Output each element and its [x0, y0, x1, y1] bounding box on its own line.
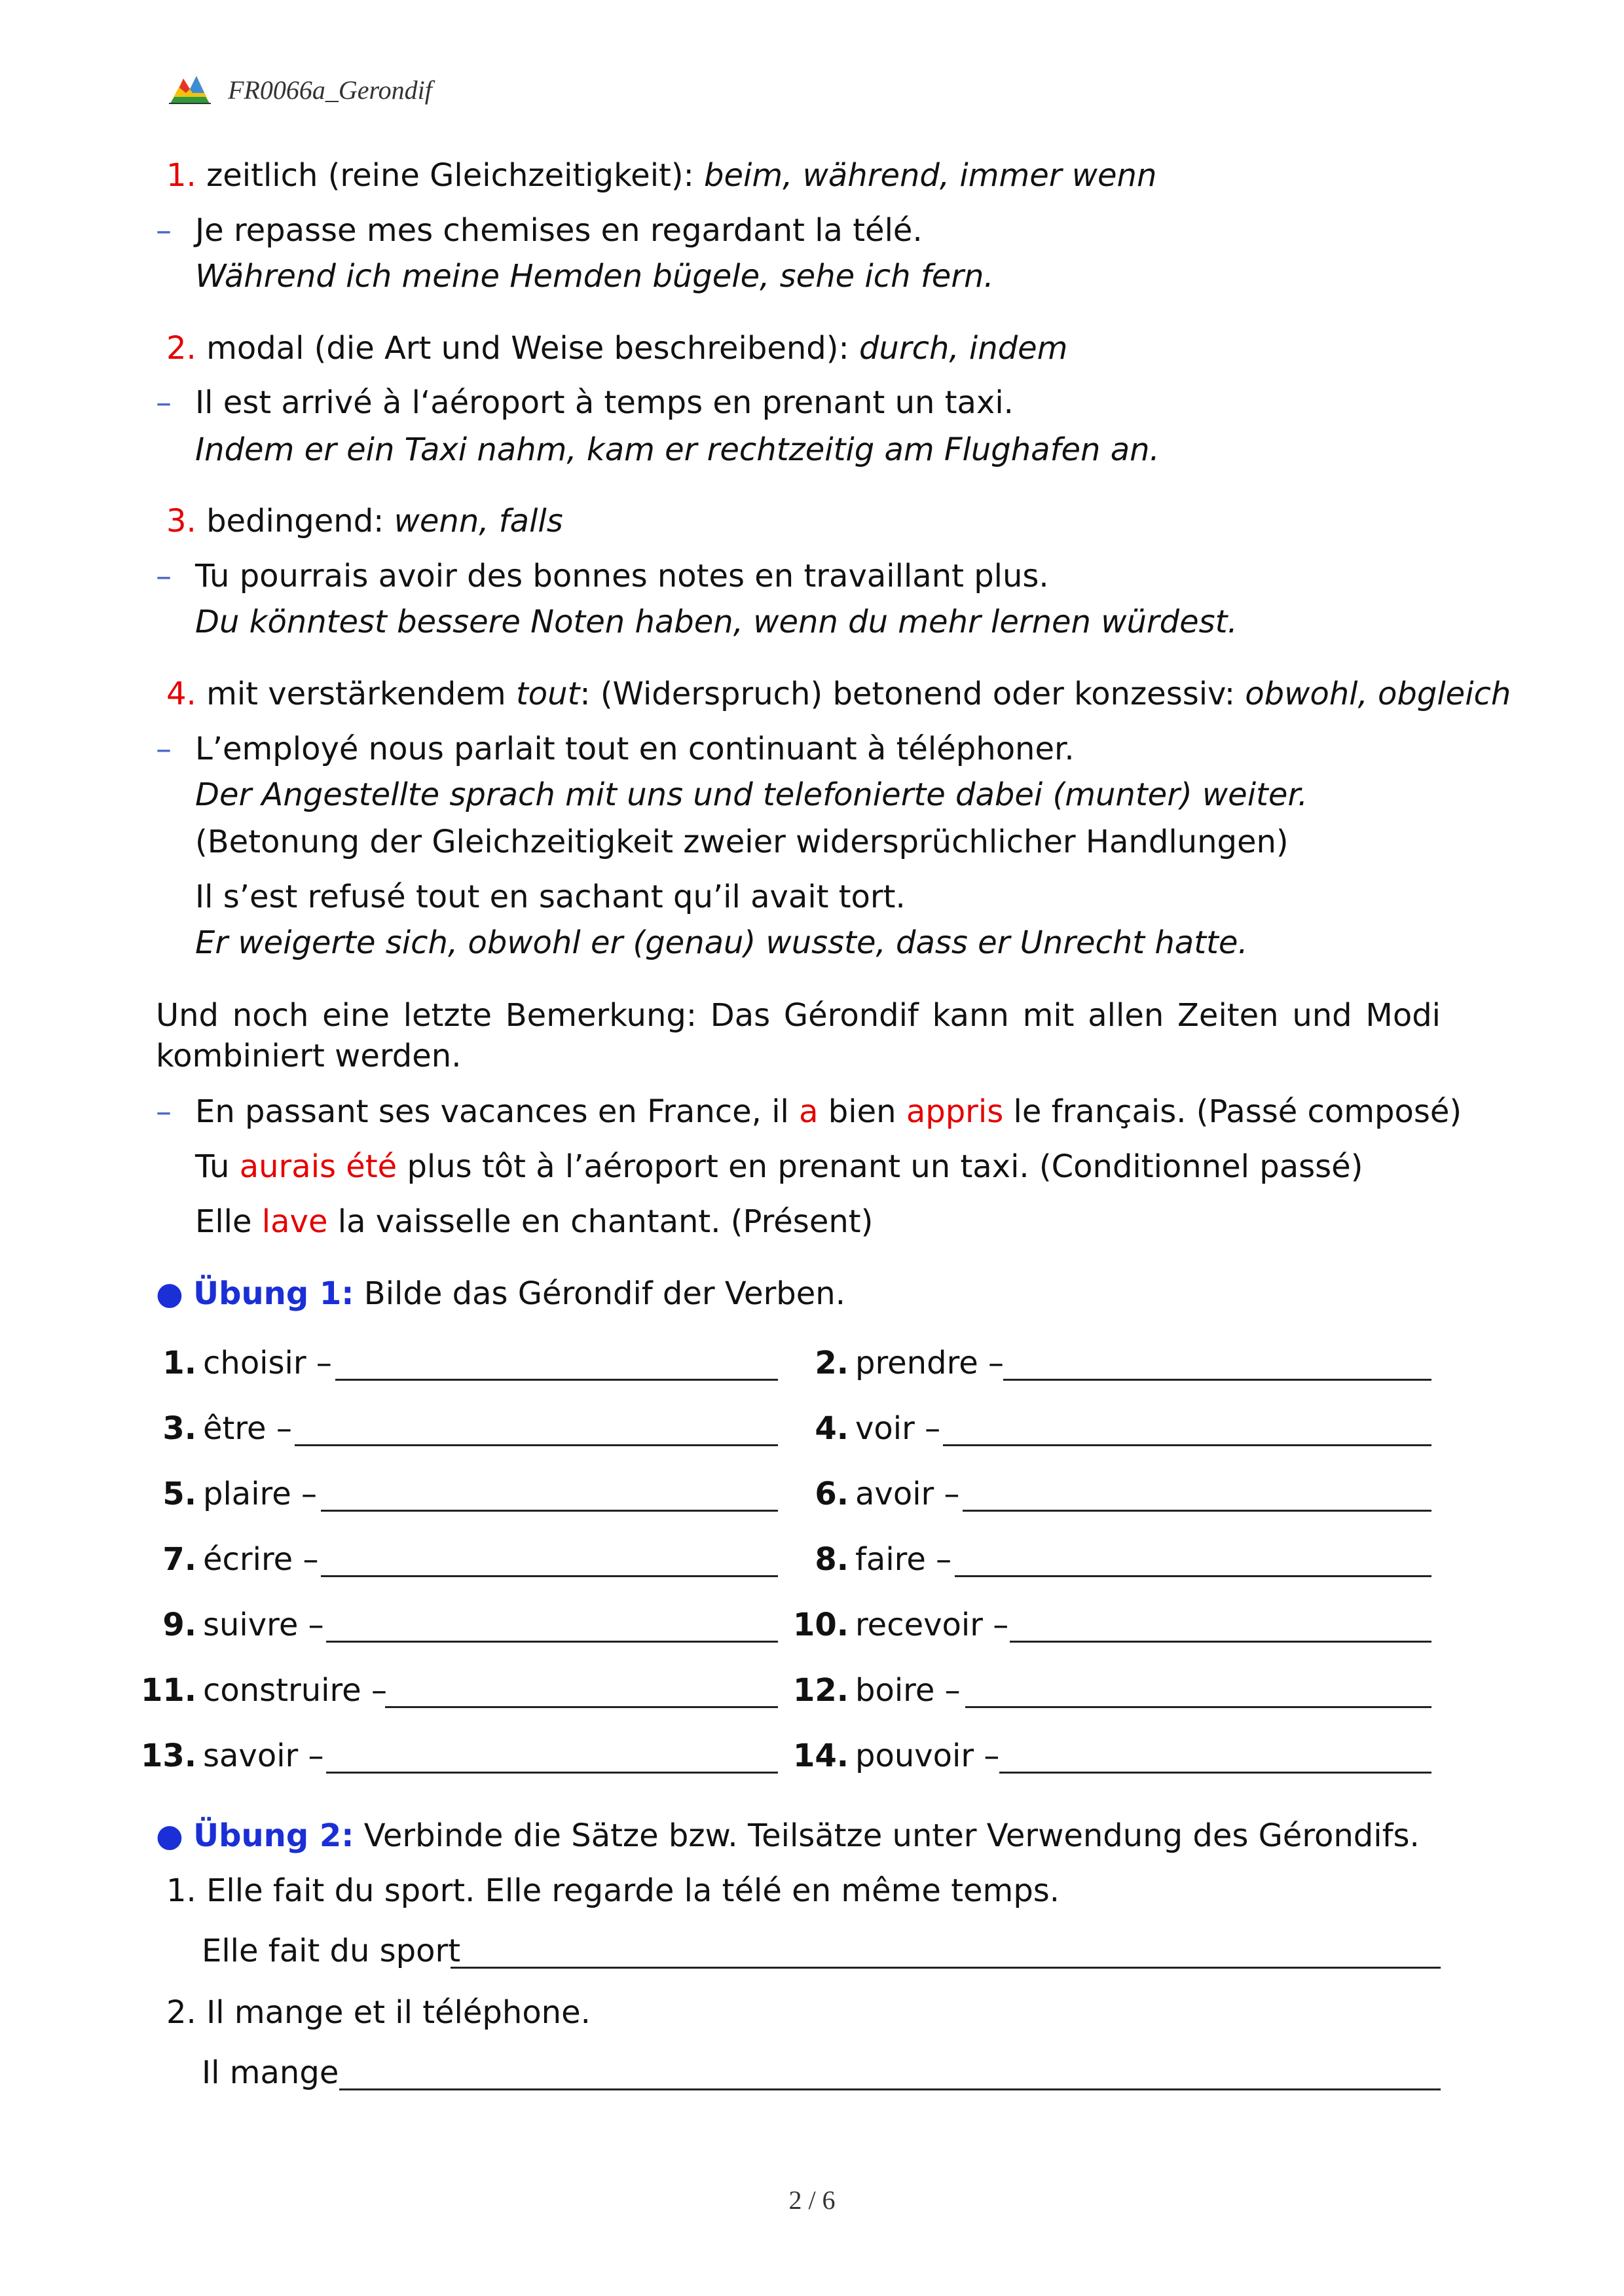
answer-line[interactable]: [1010, 1641, 1431, 1643]
section-label-rest: : (Widerspruch) betonend oder konzessiv:: [580, 676, 1236, 712]
item-verb: écrire –: [203, 1541, 319, 1578]
dash-bullet: –: [156, 558, 172, 594]
item-number: 6.: [815, 1476, 849, 1512]
answer-line[interactable]: [955, 1575, 1431, 1577]
remark-line: Und noch eine letzte Bemerkung: Das Gérondif kann mit allen Zeiten und Modi: [156, 997, 1441, 1034]
answer-line[interactable]: [335, 1379, 778, 1381]
item-number: 11.: [140, 1672, 196, 1709]
section-keywords: wenn, falls: [394, 503, 563, 539]
exercise-2-item: [166, 1992, 591, 2033]
document-id: FR0066a_Gerondif: [228, 75, 432, 105]
highlight-verb: lave: [261, 1203, 328, 1240]
item-number: 10.: [792, 1607, 849, 1643]
text-part: le français. (Passé composé): [1003, 1093, 1462, 1130]
remark-example: [195, 1146, 1363, 1188]
answer-line[interactable]: [339, 2088, 1441, 2090]
exercise-instruction: Verbinde die Sätze bzw. Teilsätze unter Verwendung des Gérondifs.: [363, 1817, 1420, 1854]
section-number: 3.: [166, 503, 196, 539]
exercise-title: Übung 1:: [193, 1275, 354, 1312]
answer-line[interactable]: [326, 1772, 778, 1774]
example-german: Du könntest bessere Noten haben, wenn du mehr lernen würdest.: [195, 604, 1238, 640]
answer-line[interactable]: [999, 1772, 1431, 1774]
answer-line[interactable]: [963, 1510, 1431, 1512]
item-number: 2.: [166, 1994, 196, 2031]
highlight-verb: appris: [906, 1093, 1004, 1130]
example-german: Er weigerte sich, obwohl er (genau) wusste, dass er Unrecht hatte.: [195, 924, 1248, 961]
item-sentence: Il mange et il téléphone.: [206, 1994, 591, 2031]
section-label: mit verstärkendem: [206, 676, 506, 712]
section-keywords: obwohl, obgleich: [1245, 676, 1511, 712]
answer-line[interactable]: [943, 1444, 1431, 1446]
item-number: 4.: [815, 1410, 849, 1447]
bullet-icon: ●: [156, 1275, 183, 1312]
item-prompt: Il mange: [202, 2054, 339, 2091]
exercise-title: Übung 2:: [193, 1817, 354, 1854]
exercise-2-heading: [156, 1815, 1420, 1857]
section-number: 2.: [166, 330, 196, 367]
item-number: 2.: [815, 1345, 849, 1381]
item-number: 9.: [162, 1607, 196, 1643]
item-verb: construire –: [203, 1672, 387, 1709]
text-part: bien: [818, 1093, 906, 1130]
exercise-2-item: [166, 1870, 1060, 1912]
example-french: Il est arrivé à l‘aéroport à temps en prenant un taxi.: [195, 384, 1014, 421]
example-french: Tu pourrais avoir des bonnes notes en travaillant plus.: [195, 558, 1049, 594]
item-number: 5.: [162, 1476, 196, 1512]
item-verb: être –: [203, 1410, 292, 1447]
example-german: Während ich meine Hemden bügele, sehe ich fern.: [195, 258, 994, 295]
highlight-verb: a: [799, 1093, 819, 1130]
mountain-logo-icon: [169, 73, 211, 106]
highlight-verb: aurais été: [239, 1148, 397, 1185]
answer-line[interactable]: [295, 1444, 778, 1446]
dash-bullet: –: [156, 384, 172, 421]
exercise-1-heading: [156, 1273, 845, 1315]
answer-line[interactable]: [451, 1967, 1441, 1969]
remark-paragraph: [156, 995, 1441, 1076]
answer-line[interactable]: [321, 1575, 778, 1577]
bullet-icon: ●: [156, 1817, 183, 1854]
remark-example: [195, 1201, 873, 1243]
item-number: 1.: [162, 1345, 196, 1381]
section-keywords: durch, indem: [858, 330, 1068, 367]
item-verb: choisir –: [203, 1345, 332, 1381]
section-number: 4.: [166, 676, 196, 712]
example-german: Indem er ein Taxi nahm, kam er rechtzeitig am Flughafen an.: [195, 431, 1160, 468]
text-part: En passant ses vacances en France, il: [195, 1093, 800, 1130]
text-part: Elle: [195, 1203, 262, 1240]
text-part: plus tôt à l’aéroport en prenant un taxi. (Conditionnel passé): [397, 1148, 1363, 1185]
answer-line[interactable]: [385, 1706, 778, 1708]
dash-bullet: –: [156, 212, 172, 249]
section-number: 1.: [166, 157, 196, 194]
item-prompt: Elle fait du sport: [202, 1933, 461, 1969]
item-verb: pouvoir –: [855, 1738, 1000, 1774]
item-verb: avoir –: [855, 1476, 960, 1512]
item-number: 7.: [162, 1541, 196, 1578]
answer-line[interactable]: [326, 1641, 778, 1643]
section-4-heading: [166, 673, 1511, 715]
item-verb: savoir –: [203, 1738, 324, 1774]
item-number: 1.: [166, 1872, 196, 1909]
item-number: 8.: [815, 1541, 849, 1578]
section-3-heading: [166, 500, 563, 542]
item-number: 12.: [792, 1672, 849, 1709]
remark-example: [195, 1091, 1462, 1133]
section-label: zeitlich (reine Gleichzeitigkeit):: [206, 157, 694, 194]
dash-bullet: –: [156, 1093, 172, 1130]
item-number: 14.: [792, 1738, 849, 1774]
answer-line[interactable]: [1003, 1379, 1431, 1381]
item-verb: boire –: [855, 1672, 961, 1709]
section-label: modal (die Art und Weise beschreibend):: [206, 330, 849, 367]
answer-line[interactable]: [965, 1706, 1431, 1708]
dash-bullet: –: [156, 731, 172, 767]
item-verb: suivre –: [203, 1607, 324, 1643]
section-2-heading: [166, 327, 1067, 369]
example-french: L’employé nous parlait tout en continuant à téléphoner.: [195, 731, 1075, 767]
section-label: bedingend:: [206, 503, 384, 539]
item-verb: recevoir –: [855, 1607, 1009, 1643]
section-keywords: beim, während, immer wenn: [704, 157, 1157, 194]
item-verb: plaire –: [203, 1476, 318, 1512]
item-number: 3.: [162, 1410, 196, 1447]
item-verb: voir –: [855, 1410, 941, 1447]
text-part: Tu: [195, 1148, 240, 1185]
text-part: la vaisselle en chantant. (Présent): [327, 1203, 874, 1240]
item-verb: faire –: [855, 1541, 952, 1578]
item-number: 13.: [140, 1738, 196, 1774]
section-1-heading: [166, 155, 1156, 196]
item-sentence: Elle fait du sport. Elle regarde la télé en même temps.: [206, 1872, 1060, 1909]
example-french: Je repasse mes chemises en regardant la télé.: [195, 212, 923, 249]
example-french: Il s’est refusé tout en sachant qu’il avait tort.: [195, 879, 906, 915]
item-verb: prendre –: [855, 1345, 1005, 1381]
exercise-instruction: Bilde das Gérondif der Verben.: [363, 1275, 845, 1312]
answer-line[interactable]: [321, 1510, 778, 1512]
example-note: (Betonung der Gleichzeitigkeit zweier widersprüchlicher Handlungen): [195, 824, 1289, 860]
page-number: 2 / 6: [788, 2185, 836, 2215]
example-german: Der Angestellte sprach mit uns und telefonierte dabei (munter) weiter.: [195, 776, 1308, 813]
tout-term: tout: [515, 676, 580, 712]
remark-line: kombiniert werden.: [156, 1038, 462, 1074]
